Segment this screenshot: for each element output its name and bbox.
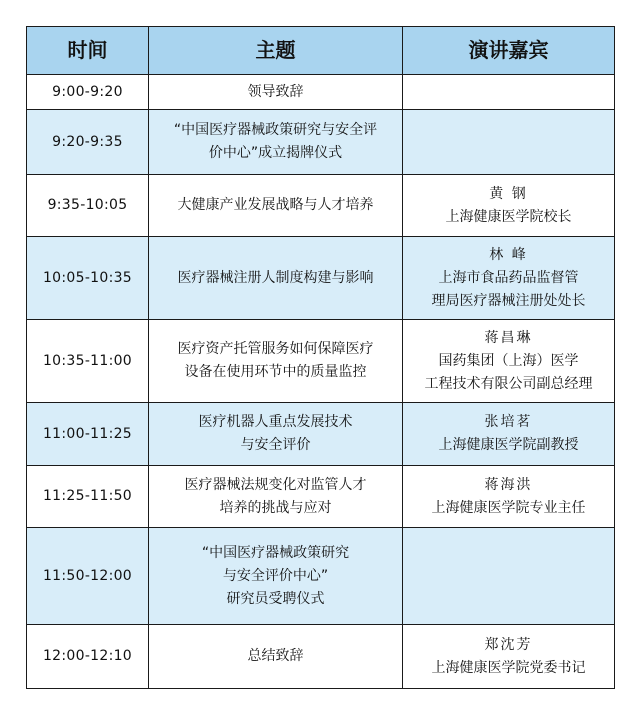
topic-line: 与安全评价中心”: [222, 567, 329, 584]
topic-cell: [149, 625, 403, 689]
speaker-cell: [403, 75, 615, 110]
speaker-cell: [403, 320, 615, 403]
time-cell: 9:20-9:35: [27, 110, 149, 175]
topic-line: 与安全评价: [240, 437, 311, 453]
speaker-cell: [403, 528, 615, 625]
speaker-title: 上海健康医学院副教授: [438, 437, 579, 453]
topic-line: 研究员受聘仪式: [226, 590, 325, 607]
table-row: [27, 528, 615, 625]
speaker-cell: [403, 403, 615, 466]
topic-line: “中国医疗器械政策研究: [201, 544, 350, 561]
header-time: 时间: [27, 27, 149, 75]
topic-line: 医疗器械法规变化对监管人才: [184, 476, 367, 493]
topic-line: 总结致辞: [247, 648, 304, 664]
table-row: [27, 403, 615, 466]
speaker-name: 黄 钢: [489, 185, 528, 202]
time-cell: 12:00-12:10: [27, 625, 149, 689]
table-row: [27, 110, 615, 175]
speaker-name: 张培茗: [484, 414, 533, 430]
speaker-name: 蒋海洪: [484, 476, 533, 493]
header-topic: 主题: [149, 27, 403, 75]
topic-cell: [149, 175, 403, 237]
topic-cell: [149, 528, 403, 625]
speaker-name: 林 峰: [489, 246, 528, 263]
speaker-title: 理局医疗器械注册处处长: [431, 292, 586, 309]
topic-line: “中国医疗器械政策研究与安全评: [173, 122, 378, 138]
table-row: [27, 320, 615, 403]
topic-line: 医疗机器人重点发展技术: [198, 414, 353, 430]
topic-line: 大健康产业发展战略与人才培养: [177, 197, 374, 213]
speaker-cell: [403, 237, 615, 320]
speaker-title: 上海市食品药品监督管: [438, 269, 579, 286]
speaker-cell: [403, 175, 615, 237]
speaker-title: 国药集团（上海）医学: [438, 352, 579, 369]
topic-cell: [149, 110, 403, 175]
time-cell: 11:25-11:50: [27, 466, 149, 528]
topic-line: 培养的挑战与应对: [219, 499, 332, 516]
header-speaker: 演讲嘉宾: [403, 27, 615, 75]
time-cell: 9:00-9:20: [27, 75, 149, 110]
topic-line: 医疗资产托管服务如何保障医疗: [177, 341, 374, 357]
time-cell: 11:50-12:00: [27, 528, 149, 625]
time-cell: 11:00-11:25: [27, 403, 149, 466]
time-cell: 10:35-11:00: [27, 320, 149, 403]
table-row: [27, 625, 615, 689]
speaker-title: 工程技术有限公司副总经理: [424, 375, 593, 392]
speaker-cell: [403, 110, 615, 175]
topic-line: 医疗器械注册人制度构建与影响: [177, 269, 374, 286]
topic-line: 领导致辞: [247, 83, 304, 100]
table-row: [27, 75, 615, 110]
topic-cell: [149, 403, 403, 466]
table-row: [27, 466, 615, 528]
topic-cell: [149, 466, 403, 528]
time-cell: 9:35-10:05: [27, 175, 149, 237]
topic-cell: [149, 75, 403, 110]
speaker-cell: [403, 625, 615, 689]
speaker-name: 蒋昌琳: [484, 329, 533, 346]
speaker-name: 郑沈芳: [484, 636, 533, 653]
topic-line: 价中心”成立揭牌仪式: [208, 145, 343, 161]
topic-line: 设备在使用环节中的质量监控: [184, 364, 367, 380]
speaker-title: 上海健康医学院校长: [445, 208, 572, 225]
speaker-title: 上海健康医学院党委书记: [431, 659, 586, 676]
time-cell: 10:05-10:35: [27, 237, 149, 320]
table-row: [27, 237, 615, 320]
topic-cell: [149, 320, 403, 403]
speaker-title: 上海健康医学院专业主任: [431, 499, 586, 516]
header-row: [27, 27, 615, 75]
schedule-body: [27, 75, 615, 689]
topic-cell: [149, 237, 403, 320]
schedule-table: [26, 26, 615, 689]
speaker-cell: [403, 466, 615, 528]
table-row: [27, 175, 615, 237]
